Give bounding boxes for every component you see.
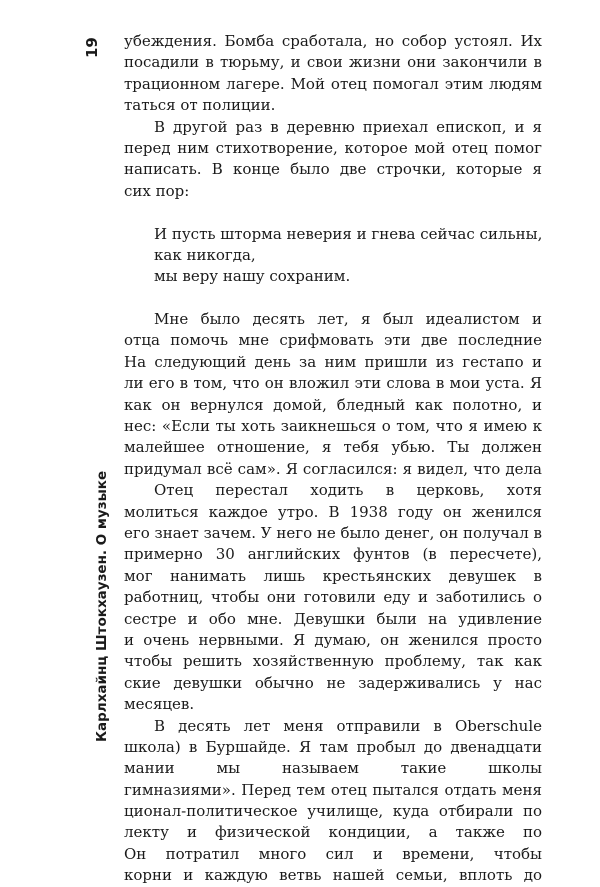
text-line: На следующий день за ним пришли из гестапо и [124,352,542,371]
paragraph-5 [124,716,542,887]
text-line: работниц, чтобы они готовили еду и заботились о [124,588,542,607]
poem-line: мы веру нашу сохраним. [154,267,351,286]
text-line: гимназиями». Перед тем отец пытался отдать меня [124,780,542,799]
text-line: как он вернулся домой, бледный как полотно, и [124,395,542,414]
text-line: трационном лагере. Мой отец помогал этим людям [124,74,542,93]
text-line: ские девушки обычно не задерживались у нас [124,673,542,692]
text-line: чтобы решить хозяйственную проблему, так как [124,652,542,671]
text-line: отца помочь мне срифмовать эти две последние [124,331,542,350]
text-line: корни и каждую ветвь нашей семьи, вплоть до [124,866,542,885]
text-line: месяцев. [124,695,195,714]
paragraph-1 [124,31,542,117]
text-line: сих пор: [124,181,190,200]
text-line: молиться каждое утро. В 1938 году он женился [124,502,542,521]
poem-line: как никогда, [154,245,256,264]
text-line: таться от полиции. [124,96,276,115]
text-line: примерно 30 английских фунтов (в пересчете), [124,545,542,564]
text-line: мании мы называем такие школы [124,759,542,778]
text-line: посадили в тюрьму, и свои жизни они закончили в [124,53,542,72]
paragraph-3 [124,309,542,480]
poem-quote [124,224,542,288]
page-number: 19 [83,37,101,58]
text-line: школа) в Буршайде. Я там пробыл до двенадцати [124,737,542,756]
text-line: малейшее отношение, я тебя убью. Ты должен [124,438,542,457]
blank-line [124,288,542,309]
text-line: убеждения. Бомба сработала, но собор устоял. Их [124,32,542,50]
paragraph-2 [124,117,542,203]
blank-line [124,202,542,223]
text-line: В другой раз в деревню приехал епископ, и я [154,117,542,136]
text-line: написать. В конце было две строчки, которые я [124,160,542,179]
poem-line: И пусть шторма неверия и гнева сейчас сильны, [154,224,543,243]
text-line: перед ним стихотворение, которое мой отец помог [124,138,542,157]
text-line: его знает зачем. У него не было денег, он получал в [124,523,542,542]
text-line: и очень нервными. Я думаю, он женился просто [124,630,542,649]
running-head: Карлхайнц Штокхаузен. О музыке [94,470,110,742]
text-line: ционал-политическое училище, куда отбирали по [124,802,542,821]
text-line: ли его в том, что он вложил эти слова в мои уста. Я [124,374,542,393]
text-line: Мне было десять лет, я был идеалистом и [154,310,542,329]
paragraph-4 [124,480,542,715]
text-line: Он потратил много сил и времени, чтобы [124,844,542,863]
text-line: сестре и обо мне. Девушки были на удивление [124,609,542,628]
body-text [124,31,542,887]
text-line: лекту и физической кондиции, а также по [124,823,542,842]
text-line: нес: «Если ты хоть заикнешься о том, что я имею к [124,417,542,436]
text-line: придумал всё сам». Я согласился: я видел, что дела [124,459,542,478]
text-line: В десять лет меня отправили в Oberschule [154,716,542,735]
text-line: мог нанимать лишь крестьянских девушек в [124,566,542,585]
text-line: Отец перестал ходить в церковь, хотя [154,481,542,500]
